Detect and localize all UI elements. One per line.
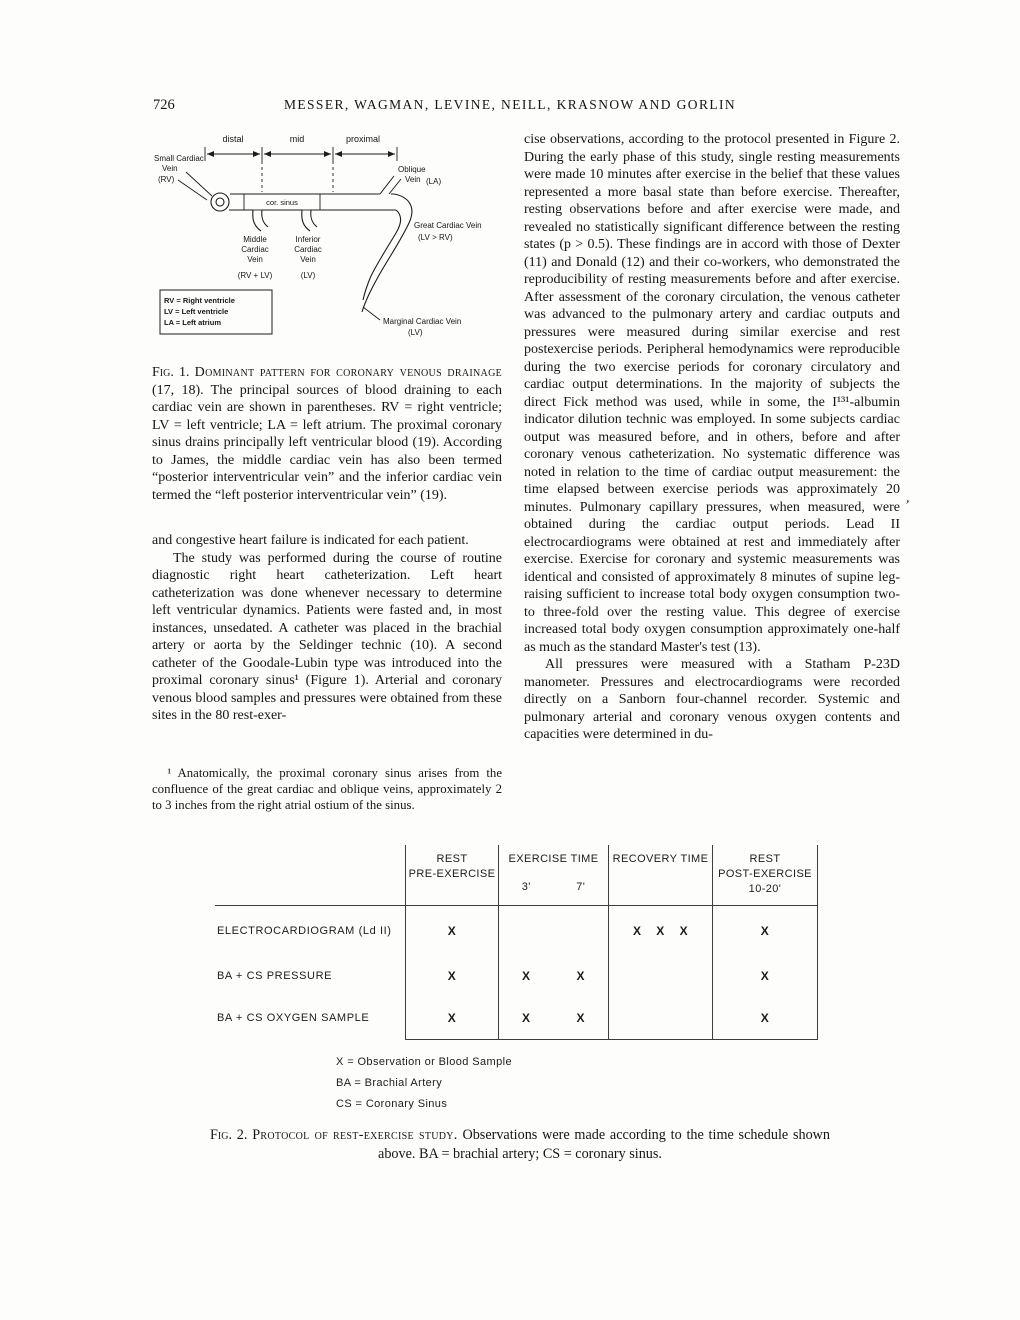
- cell-oxygen-recovery: [608, 996, 712, 1040]
- fig1-inferior-label-4: (LV): [300, 271, 316, 280]
- fig1-legend-box-text: [164, 296, 235, 327]
- fig1-small-cardiac-label: Small Cardiac: [154, 154, 204, 163]
- fig2-caption-body: Observations were made according to the time schedule shown above. BA = brachial artery; CS = coronary sinus.: [378, 1127, 831, 1163]
- fig1-legend-rv: RV = Right ventricle: [164, 296, 235, 305]
- page-number: 726: [153, 97, 175, 113]
- fig2-caption-prefix: Fig. 2.: [210, 1127, 248, 1144]
- cell-pressure-rest-post: X: [712, 955, 818, 996]
- fig1-great-label: Great Cardiac Vein: [414, 221, 482, 230]
- cell-oxygen-ex7: X: [576, 1010, 585, 1025]
- row-label-oxygen-sample: BA + CS OXYGEN SAMPLE: [217, 1012, 370, 1024]
- fig2-caption: [210, 1126, 830, 1164]
- header-exercise-7min: 7': [576, 881, 586, 893]
- fig1-great-label-2: (LV > RV): [418, 233, 453, 242]
- fig2-protocol-table: [215, 845, 818, 1040]
- right-column: [524, 131, 900, 744]
- fig1-middle-label: Middle: [243, 235, 267, 244]
- fig1-middle-label-2: Cardiac: [241, 245, 269, 254]
- fig1-inferior-label-3: Vein: [300, 255, 316, 264]
- fig1-marginal-label-2: (LV): [408, 328, 423, 337]
- fig1-caption-title: Dominant pattern for coronary venous drainage: [194, 365, 503, 380]
- left-paragraph-1: and congestive heart failure is indicated for each patient.: [152, 533, 469, 548]
- fig1-middle-label-4: (RV + LV): [237, 271, 273, 280]
- fig1-small-cardiac-label-3: (RV): [158, 175, 175, 184]
- header-rest-post-line2: POST-EXERCISE: [718, 868, 812, 880]
- fig1-oblique-label: Oblique: [398, 165, 426, 174]
- header-exercise-3min: 3': [521, 881, 531, 893]
- cell-ecg-rest-post: X: [712, 906, 818, 955]
- fig1-caption: [152, 364, 502, 504]
- fig1-legend-lv: LV = Left ventricle: [164, 307, 229, 316]
- fig1-vessel-drawing: [160, 147, 412, 334]
- header-rest-pre-line2: PRE-EXERCISE: [408, 868, 496, 880]
- fig1-legend-la: LA = Left atrium: [164, 318, 222, 327]
- cell-ecg-exercise: [498, 906, 608, 955]
- cell-pressure-exercise: [498, 955, 608, 996]
- left-column: [152, 532, 502, 725]
- fig1-middle-label-3: Vein: [247, 255, 263, 264]
- cell-pressure-ex3: X: [522, 968, 531, 983]
- fig2-key-ba: BA = Brachial Artery: [336, 1077, 443, 1089]
- fig1-inferior-label-2: Cardiac: [294, 245, 322, 254]
- column-header-rest-post: [712, 845, 818, 906]
- header-exercise-times: [499, 880, 608, 895]
- column-header-recovery: [608, 845, 712, 906]
- fig1-oblique-label-3: (LA): [426, 177, 442, 186]
- row-label-electrocardiogram: ELECTROCARDIOGRAM (Ld II): [217, 924, 392, 937]
- handwritten-margin-mark: ’: [902, 497, 911, 515]
- column-header-exercise: [498, 845, 608, 906]
- running-head-authors: MESSER, WAGMAN, LEVINE, NEILL, KRASNOW AND GORLIN: [283, 97, 737, 112]
- fig1-zone-distal-label: distal: [222, 134, 244, 144]
- header-rest-post-line1: REST: [749, 853, 781, 865]
- cell-pressure-recovery: [608, 955, 712, 996]
- cell-ecg-recovery: X X X: [608, 906, 712, 955]
- header-exercise-label: EXERCISE TIME: [508, 853, 599, 865]
- fig2-key: [336, 1052, 512, 1115]
- fig1-caption-prefix: Fig. 1.: [152, 365, 190, 380]
- header-rest-post-line3: 10-20': [748, 883, 782, 895]
- header-recovery-label: RECOVERY TIME: [612, 853, 709, 865]
- cell-oxygen-rest-pre: X: [405, 996, 498, 1040]
- footnote-1: ¹ Anatomically, the proximal coronary sinus arises from the confluence of the great cardiac and oblique veins, approximately 2 to 3 inches from the right atrial ostium of the sinus.: [152, 765, 502, 812]
- fig1-caption-body: (17, 18). The principal sources of blood draining to each cardiac vein are shown in parentheses. RV = right ventricle; LV = left ventricle; LA = left atrium. The proximal coronary sinus drains principally left ventricular blood (19). According to James, the middle cardiac vein has also been termed “posterior interventricular vein” and the inferior cardiac vein termed the “left posterior interventricular vein” (19).: [152, 382, 502, 503]
- fig1-small-cardiac-label-2: Vein: [162, 164, 178, 173]
- fig1-labels: [154, 134, 482, 337]
- fig1-coronary-vein-diagram: [150, 130, 530, 342]
- cell-oxygen-ex3: X: [522, 1010, 531, 1025]
- fig1-oblique-label-2: Vein: [405, 175, 421, 184]
- cell-oxygen-rest-post: X: [712, 996, 818, 1040]
- header-rest-pre-line1: REST: [436, 853, 468, 865]
- cell-oxygen-exercise: [498, 996, 608, 1040]
- row-label-pressure: BA + CS PRESSURE: [217, 969, 333, 982]
- column-header-rest-pre: [405, 845, 498, 906]
- fig1-marginal-label: Marginal Cardiac Vein: [383, 317, 462, 326]
- right-paragraph-1: cise observations, according to the protocol presented in Figure 2. During the early phase of this study, single resting measurements were made 10 minutes after exercise in the belief that these values represented a more basal state than before exercise. Thereafter, resting observations before and after exercise were made, and revealed no statistically significant difference between the resting states (p > 0.5). These findings are in accord with those of Dexter (11) and Donald (12) and their co-workers, who demonstrated the reproducibility of resting measurements before and after exercise. After assessment of the coronary circulation, the venous catheter was advanced to the pulmonary artery and cardiac outputs and pressures were measured during similar exercise and rest postexercise periods. Peripheral hemodynamics were reproducible during the two exercise periods for coronary circulatory and cardiac output determinations. In the majority of subjects the direct Fick method was used, while in some, the I¹³¹-albumin indicator dilution technic was employed. In some subjects cardiac output was measured before, and in others, before and after coronary venous catheterization. No systematic difference was noted in relation to the time of cardiac output measurement: the time elapsed between exercise periods was approximately 20 minutes. Pulmonary capillary pressures, when measured, were obtained during the cardiac output periods. Lead II electrocardiograms were obtained at rest and immediately after exercise. Exercise for coronary and systemic measurements was identical and consisted of approximately 8 minutes of supine leg-raising sufficient to increase total body oxygen consumption two- to three-fold over the resting value. This degree of exercise increased total body oxygen consumption approximately one-half as much as the standard Master's test (13).: [524, 132, 900, 655]
- table-corner-cell: [215, 845, 405, 906]
- fig1-cor-sinus-label: cor. sinus: [266, 198, 298, 207]
- fig2-key-cs: CS = Coronary Sinus: [336, 1098, 448, 1110]
- fig1-zone-proximal-label: proximal: [345, 134, 381, 144]
- fig1-zone-mid-label: mid: [289, 134, 305, 144]
- right-paragraph-2: All pressures were measured with a Statham P-23D manometer. Pressures and electrocardiograms were recorded directly on a Sanborn four-channel recorder. Systemic and pulmonary arterial and coronary venous oxygen contents and capacities were determined in du-: [524, 657, 900, 742]
- cell-pressure-rest-pre: X: [405, 955, 498, 996]
- fig2-key-x: X = Observation or Blood Sample: [336, 1056, 512, 1068]
- cell-pressure-ex7: X: [576, 968, 585, 983]
- fig1-inferior-label: Inferior: [295, 235, 321, 244]
- left-paragraph-2: The study was performed during the course of routine diagnostic right heart catheterization. Left heart catheterization was done whenever necessary to determine left ventricular dynamics. Patients were fasted and, in most instances, unsedated. A catheter was placed in the brachial artery or aorta by the Seldinger technic (10). A second catheter of the Goodale-Lubin type was introduced into the proximal coronary sinus¹ (Figure 1). Arterial and coronary venous blood samples and pressures were obtained from these sites in the 80 rest-exer-: [152, 550, 502, 723]
- cell-ecg-rest-pre: X: [405, 906, 498, 955]
- fig2-caption-title: Protocol of rest-exercise study.: [252, 1127, 458, 1144]
